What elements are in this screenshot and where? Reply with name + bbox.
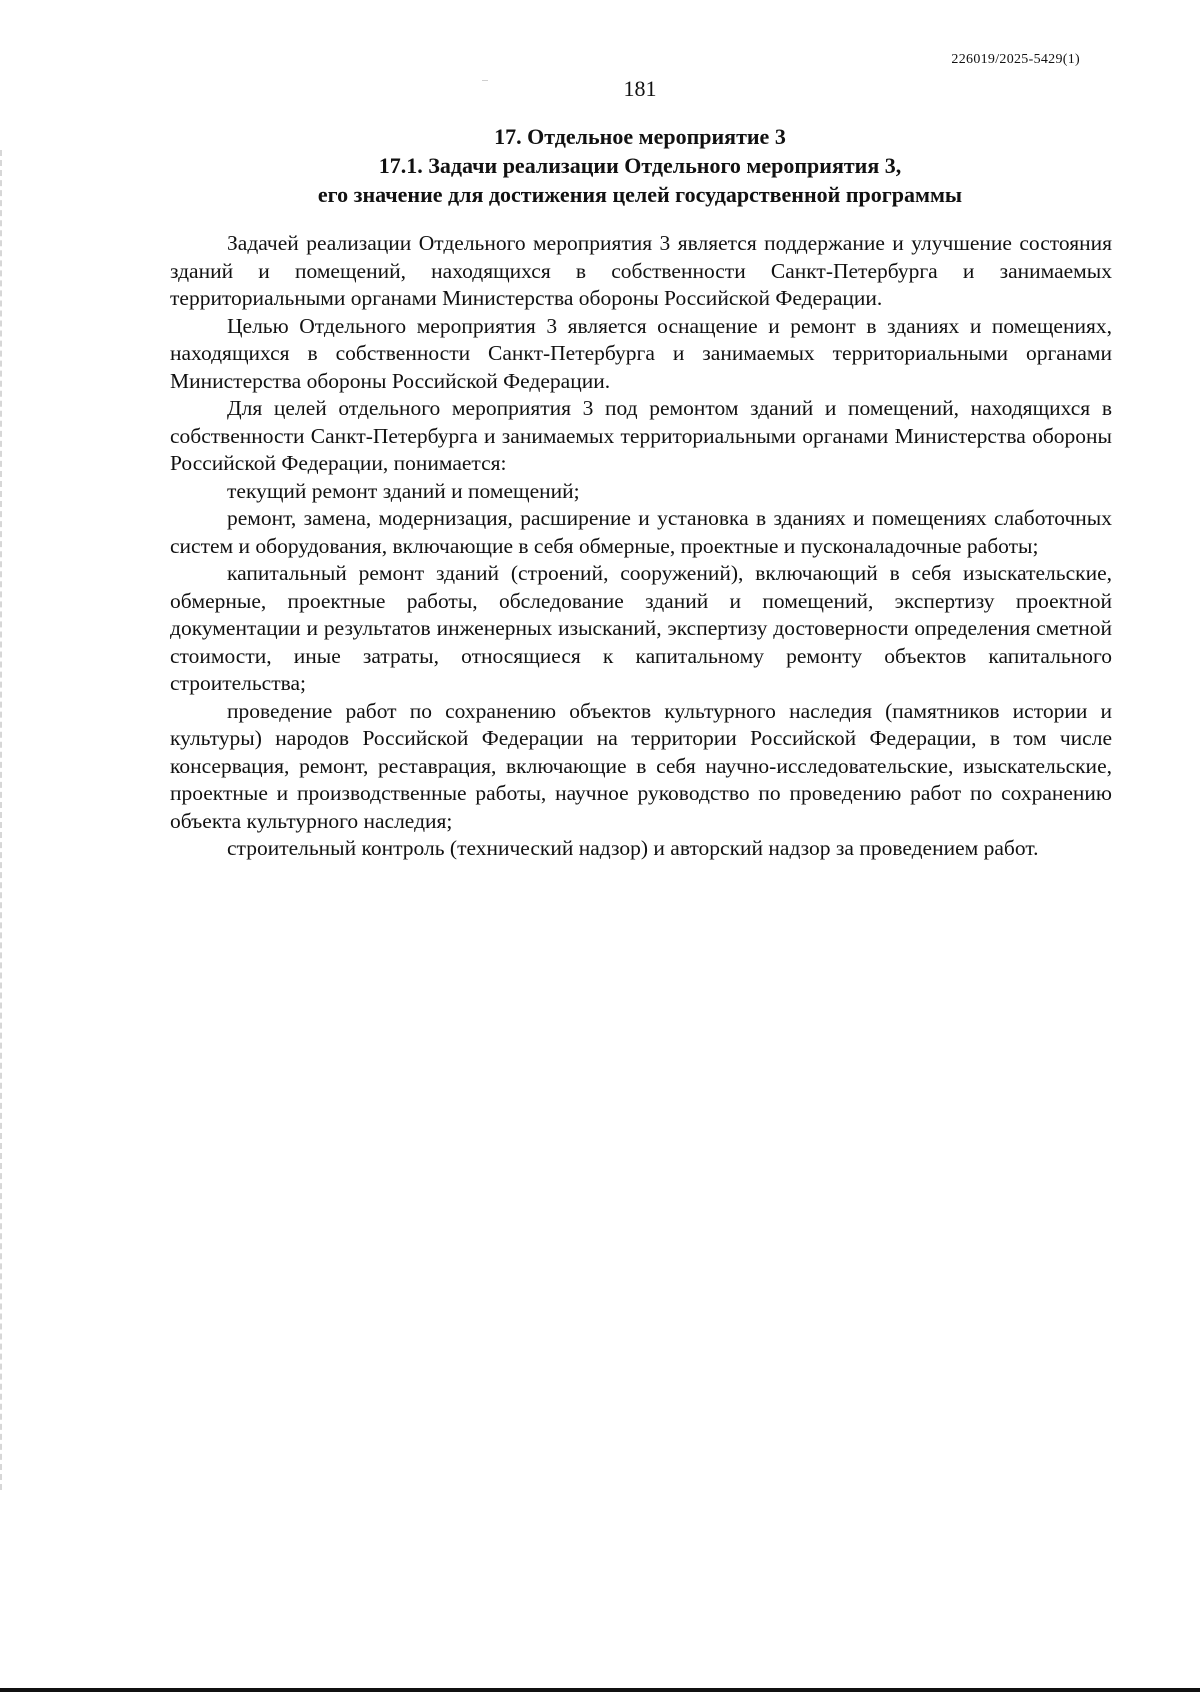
subsection-title-continuation: его значение для достижения целей государственной программы xyxy=(317,182,963,207)
list-item: ремонт, замена, модернизация, расширение и установка в зданиях и помещениях слаботочных систем и оборудования, включающие в себя обмерные, проектные и пусконаладочные работы; xyxy=(170,506,1112,558)
body-text xyxy=(170,230,1112,863)
paragraph: Задачей реализации Отдельного мероприятия 3 является поддержание и улучшение состояния зданий и помещений, находящихся в собственности Санкт-Петербурга и занимаемых территориальными органами Министерства обороны Российской Федерации. xyxy=(170,231,1112,310)
section-title: 17. Отдельное мероприятие 3 xyxy=(494,124,786,149)
list-item: текущий ремонт зданий и помещений; xyxy=(227,478,580,503)
document-id: 226019/2025-5429(1) xyxy=(951,52,1080,67)
list-item: строительный контроль (технический надзор) и авторский надзор за проведением работ. xyxy=(227,836,1039,860)
scan-bottom-border xyxy=(0,1688,1200,1692)
list-item: проведение работ по сохранению объектов культурного наследия (памятников истории и культуры) народов Российской Федерации на территории Российской Федерации, в том числе консервация, ремонт, реставрация, включающие в себя научно-исследовательские, изыскательские, проектные и производственные работы, научное руководство по проведению работ по сохранению объекта культурного наследия; xyxy=(170,698,1112,833)
paragraph: Для целей отдельного мероприятия 3 под ремонтом зданий и помещений, находящихся в собственности Санкт-Петербурга и занимаемых территориальными органами Министерства обороны Российской Федерации, понимается: xyxy=(170,396,1112,475)
list-item: капитальный ремонт зданий (строений, сооружений), включающий в себя изыскательские, обмерные, проектные работы, обследование зданий и помещений, экспертизу проектной документации и результатов инженерных изысканий, экспертизу достоверности определения сметной стоимости, иные затраты, относящиеся к капитальному ремонту объектов капитального строительства; xyxy=(170,561,1112,695)
section-heading xyxy=(170,122,1110,209)
page-number: 181 xyxy=(623,76,657,101)
scan-edge-marks xyxy=(0,150,5,1490)
subsection-title: 17.1. Задачи реализации Отдельного мероприятия 3, xyxy=(378,153,902,178)
paragraph: Целью Отдельного мероприятия 3 является оснащение и ремонт в зданиях и помещениях, находящихся в собственности Санкт-Петербурга и занимаемых территориальными органами Министерства обороны Российской Федерации. xyxy=(170,313,1112,393)
